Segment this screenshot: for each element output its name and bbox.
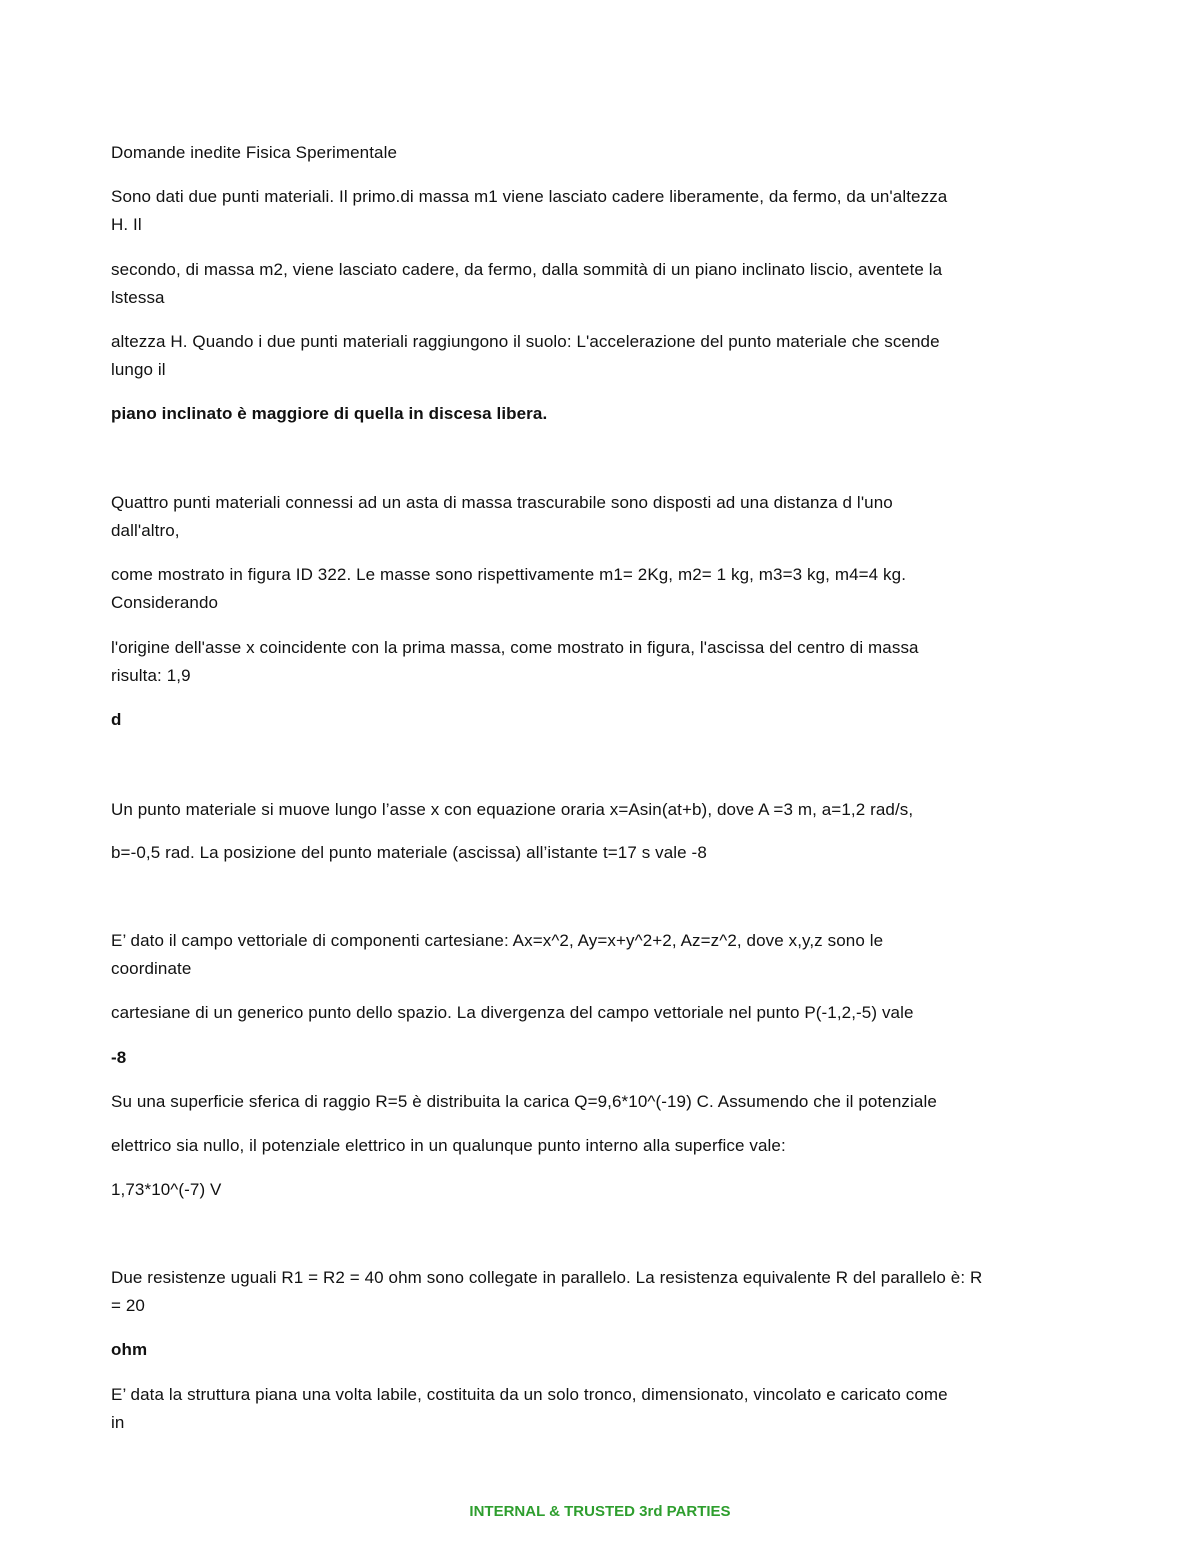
text-line: Due resistenze uguali R1 = R2 = 40 ohm sono collegate in parallelo. La resistenza equivalente R del parallelo è: R: [111, 1268, 983, 1287]
text-line: dall'altro,: [111, 521, 180, 540]
text-line: lstessa: [111, 288, 165, 307]
text-line: E’ dato il campo vettoriale di componenti cartesiane: Ax=x^2, Ay=x+y^2+2, Az=z^2, dove x,y,z sono le: [111, 931, 884, 950]
text-line: lungo il: [111, 360, 166, 379]
text-line: altezza H. Quando i due punti materiali raggiungono il suolo: L'accelerazione del punto materiale che scende: [111, 332, 940, 351]
text-line: Quattro punti materiali connessi ad un asta di massa trascurabile sono disposti ad una distanza d l'uno: [111, 493, 893, 512]
text-line: Su una superficie sferica di raggio R=5 è distribuita la carica Q=9,6*10^(-19) C. Assumendo che il potenziale: [111, 1092, 937, 1111]
text-line: come mostrato in figura ID 322. Le masse sono rispettivamente m1= 2Kg, m2= 1 kg, m3=3 kg, m4=4 kg.: [111, 565, 907, 584]
text-line: = 20: [111, 1296, 145, 1315]
answer-line: -8: [111, 1048, 127, 1067]
text-line: 1,73*10^(-7) V: [111, 1180, 222, 1199]
text-line: secondo, di massa m2, viene lasciato cadere, da fermo, dalla sommità di un piano inclinato liscio, aventete la: [111, 260, 943, 279]
text-line: Sono dati due punti materiali. Il primo.di massa m1 viene lasciato cadere liberamente, da fermo, da un'altezza: [111, 187, 948, 206]
text-line: E’ data la struttura piana una volta labile, costituita da un solo tronco, dimensionato, vincolato e caricato come: [111, 1385, 948, 1404]
answer-line: d: [111, 710, 122, 729]
text-line: risulta: 1,9: [111, 666, 191, 685]
text-line: coordinate: [111, 959, 192, 978]
answer-line: piano inclinato è maggiore di quella in discesa libera.: [111, 404, 548, 423]
footer-classification-label: INTERNAL & TRUSTED 3rd PARTIES: [469, 1503, 731, 1520]
text-line: cartesiane di un generico punto dello spazio. La divergenza del campo vettoriale nel punto P(-1,2,-5) vale: [111, 1003, 914, 1022]
answer-line: ohm: [111, 1340, 148, 1359]
text-line: elettrico sia nullo, il potenziale elettrico in un qualunque punto interno alla superfice vale:: [111, 1136, 786, 1155]
document-title: Domande inedite Fisica Sperimentale: [111, 143, 398, 162]
text-line: Considerando: [111, 593, 219, 612]
text-line: Un punto materiale si muove lungo l’asse x con equazione oraria x=Asin(at+b), dove A =3 m, a=1,2 rad/s,: [111, 800, 914, 819]
text-line: H. Il: [111, 215, 142, 234]
text-line: b=-0,5 rad. La posizione del punto materiale (ascissa) all’istante t=17 s vale -8: [111, 843, 707, 862]
text-line: in: [111, 1413, 125, 1432]
text-line: l'origine dell'asse x coincidente con la prima massa, come mostrato in figura, l'ascissa del centro di massa: [111, 638, 919, 657]
